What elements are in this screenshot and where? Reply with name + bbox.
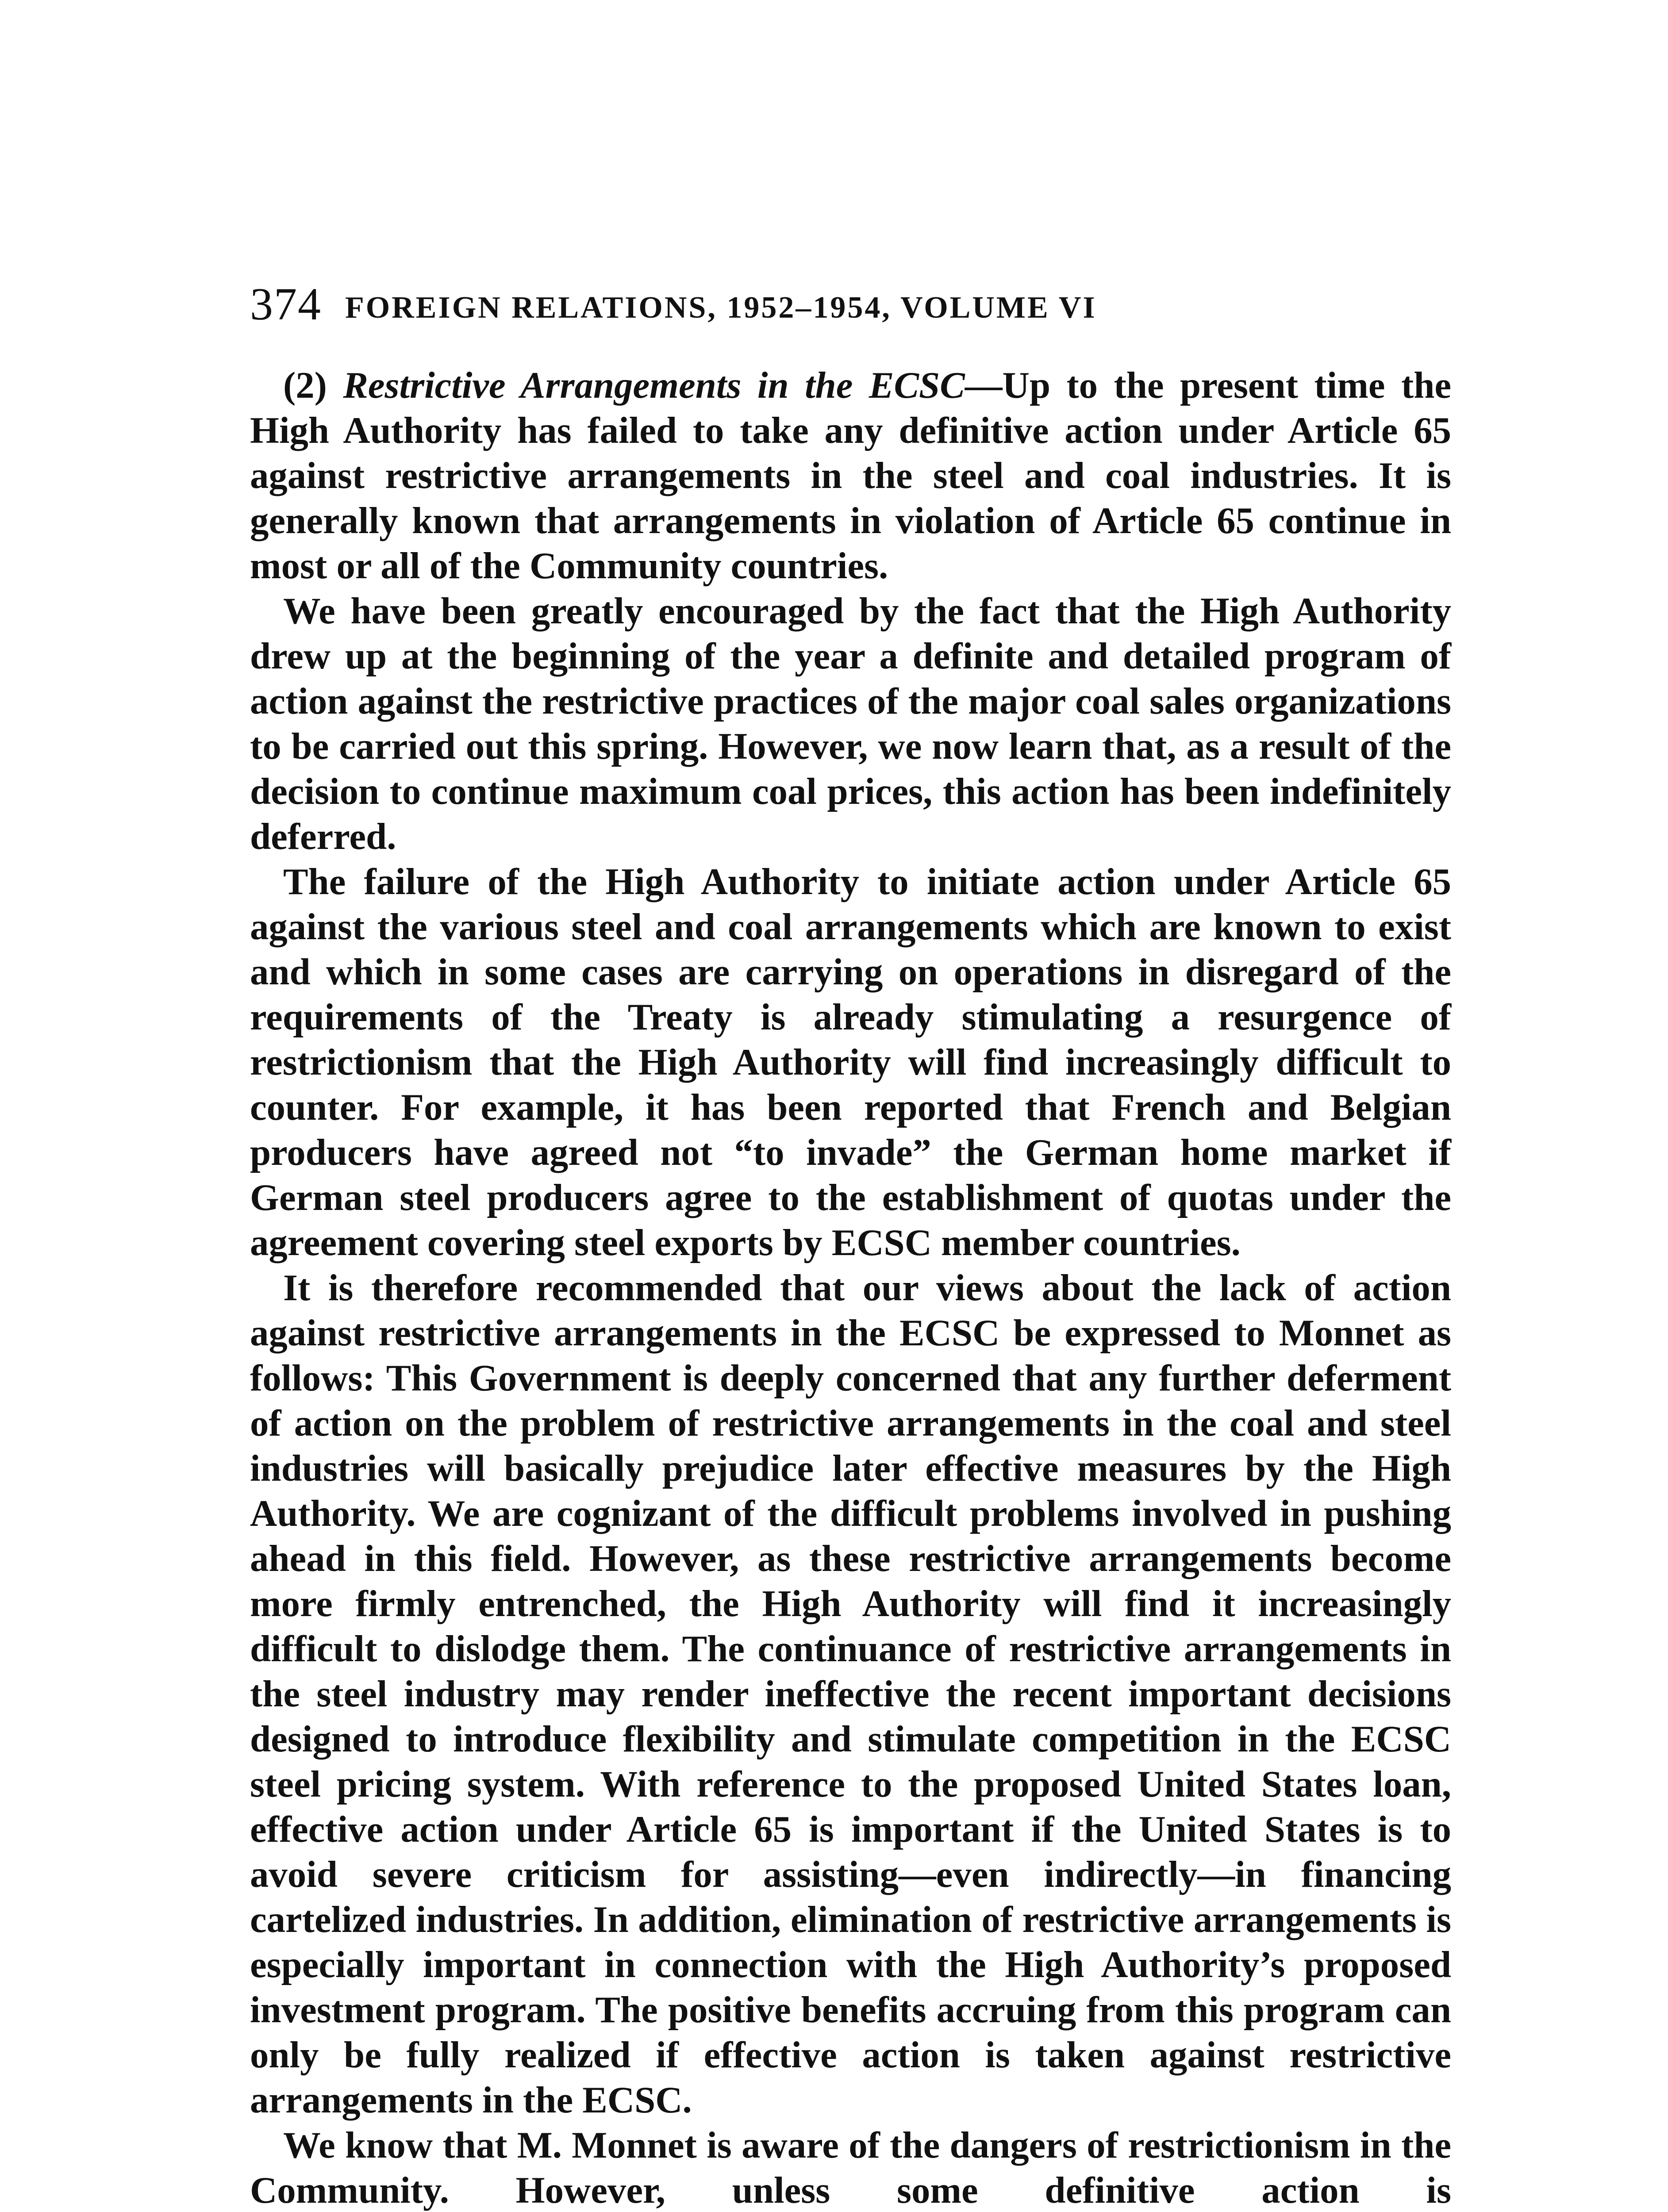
page-number: 374 xyxy=(250,279,322,330)
paragraph-text: —Up to the present time the High Authority has failed to take any definitive action under Article 65 against restrictive arrangements in the steel and coal industries. It is generally known that arrangements in violation of Article 65 continue in most or all of the Community countries. xyxy=(250,365,1452,587)
paragraph-restrictive-arrangements xyxy=(250,363,1451,588)
page-header xyxy=(250,273,1453,335)
body-text xyxy=(250,363,1451,2212)
section-heading: Restrictive Arrangements in the ECSC xyxy=(343,365,965,406)
running-head: FOREIGN RELATIONS, 1952–1954, VOLUME VI xyxy=(345,291,1097,325)
paragraph-recommendation: It is therefore recommended that our views about the lack of action against restrictive arrangements in the ECSC be expressed to Monnet as follows: This Government is deeply concerned that any further deferment of action on the problem of restrictive arrangements in the coal and steel industries will basically prejudice later effective measures by the High Authority. We are cognizant of the difficult problems involved in pushing ahead in this field. However, as these restrictive arrangements become more firmly entrenched, the High Authority will find it increasingly difficult to dislodge them. The continuance of restrictive arrangements in the steel industry may render ineffective the recent important decisions designed to introduce flexibility and stimulate competition in the ECSC steel pricing system. With reference to the proposed United States loan, effective action under Article 65 is important if the United States is to avoid severe criticism for assisting—even indirectly—in financing cartelized industries. In addition, elimination of restrictive arrangements is especially important in connection with the High Authority’s proposed investment program. The positive benefits accruing from this program can only be fully realized if effective action is taken against restrictive arrangements in the ECSC. xyxy=(250,1267,1451,2121)
paragraph-monnet: We know that M. Monnet is aware of the dangers of restrictionism in the Community. However, unless some definitive action is xyxy=(250,2124,1451,2211)
paragraph-encouraged: We have been greatly encouraged by the fact that the High Authority drew up at the beginning of the year a definite and detailed program of action against the restrictive practices of the major coal sales organizations to be carried out this spring. However, we now learn that, as a result of the decision to continue maximum coal prices, this action has been indefinitely deferred. xyxy=(250,590,1451,857)
section-number: (2) xyxy=(283,365,343,406)
paragraph-failure: The failure of the High Authority to initiate action under Article 65 against the various steel and coal arrangements which are known to exist and which in some cases are carrying on operations in disregard of the requirements of the Treaty is already stimulating a resurgence of restrictionism that the High Authority will find increasingly difficult to counter. For example, it has been reported that French and Belgian producers have agreed not “to invade” the German home market if German steel producers agree to the establishment of quotas under the agreement covering steel exports by ECSC member countries. xyxy=(250,861,1451,1263)
